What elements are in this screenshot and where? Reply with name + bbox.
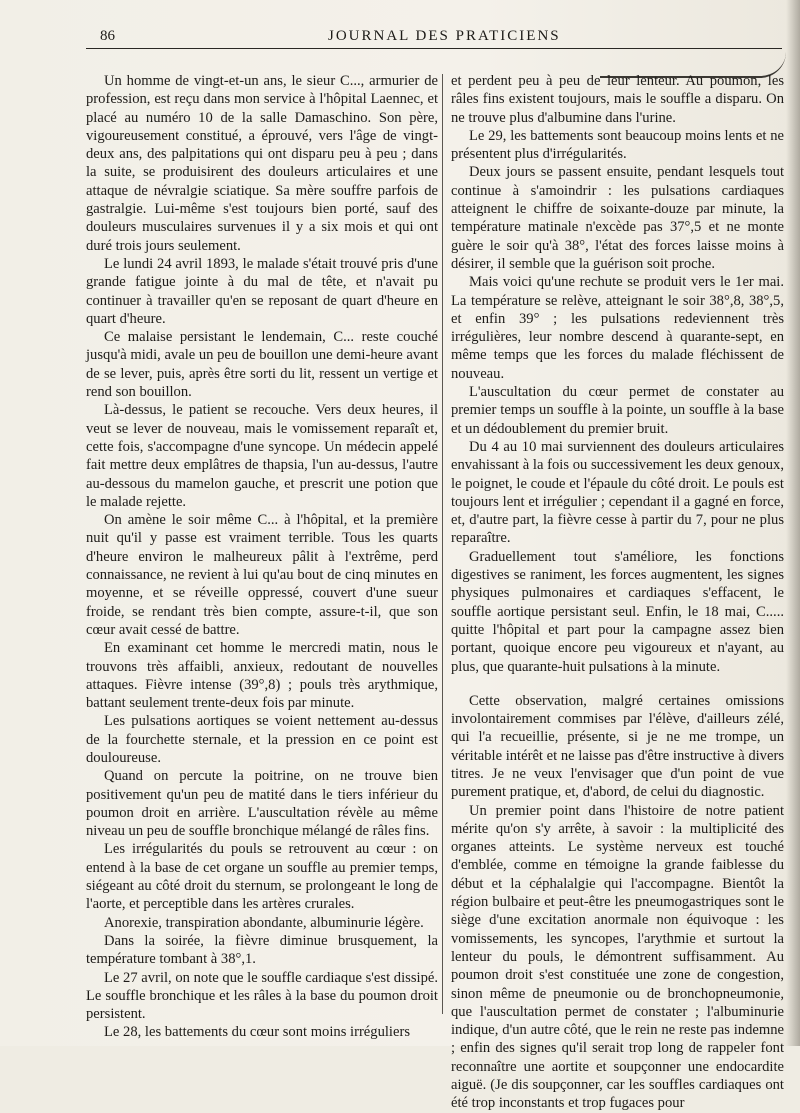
paragraph: Dans la soirée, la fièvre diminue brusquement, la température tombant à 38°,1. [86,932,438,968]
paragraph: Mais voici qu'une rechute se produit vers le 1er mai. La température se relève, atteignant le soir 38°,8, 38°,5, et enfin 39° ; les pulsations redeviennent très irrégulières, leur nombre descend à quarante-sept, en même temps que les forces du malade fléchissent de nouveau. [451,274,784,382]
paragraph: On amène le soir même C... à l'hôpital, et la première nuit qu'il y passe est vraiment terrible. Tous les quarts d'heure environ le malheureux pâlit à l'extrême, perd connaissance, ne revient à lui qu'au bout de cinq minutes en moyenne, et se réveille oppressé, couvert d'une sueur froide, se rendant très bien compte, assure-t-il, que son cœur avait cessé de battre. [86,512,438,638]
column-divider [442,74,443,1014]
header-rule [86,48,782,49]
paragraph: Le 28, les battements du cœur sont moins irréguliers [104,1024,410,1041]
paragraph: et perdent peu à peu de leur lenteur. Au poumon, les râles fins existent toujours, mais le souffle a disparu. On ne trouve plus d'albumine dans l'urine. [451,73,784,126]
paragraph: Un homme de vingt-et-un ans, le sieur C..., armurier de profession, est reçu dans mon service à l'hôpital Laennec, et placé au numéro 10 de la salle Damaschino. Son père, vigoureusement constitué, a éprouvé, vers l'âge de vingt-deux ans, des palpitations qui ont disparu peu à peu ; dans la suite, se produisirent des douleurs articulaires et une attaque de névralgie sciatique. Sa mère souffre parfois de gastralgie. Lui-même s'est toujours bien porté, sauf des douleurs musculaires survenues il y a six mois et qui ont duré trois jours seulement. [86,73,438,254]
paragraph: Les irrégularités du pouls se retrouvent au cœur : on entend à la base de cet organe un souffle au premier temps, siégeant au côté droit du sternum, se prolongeant le long de l'aorte, et perceptible dans les artères crurales. [86,841,438,913]
paragraph: Du 4 au 10 mai surviennent des douleurs articulaires envahissant à la fois ou successivement les deux genoux, le poignet, le coude et l'épaule du côté droit. Le pouls est toujours lent et irrégulier ; cependant il a gagné en force, et, d'autre part, la fièvre cesse à partir du 7, pour ne plus reparaître. [451,438,784,547]
paragraph: Deux jours se passent ensuite, pendant lesquels tout continue à s'amoindrir : les pulsations cardiaques atteignent le chiffre de soixante-douze par minute, la température matinale n'excède pas 37°,5 et ne monte guère le soir qu'à 38°, l'état des forces laisse moins à désirer, il semble que la guérison soit proche. [451,164,784,272]
paragraph: Un premier point dans l'histoire de notre patient mérite qu'on s'y arrête, à savoir : la multiplicité des organes atteints. Le système nerveux est touché d'emblée, comme en témoigne la grande faiblesse du début et la céphalalgie qui l'accompagne. Bientôt la région bulbaire et peut-être les pneumogastriques sont le siège d'une excitation anormale non équivoque : les vomissements, les syncopes, l'arythmie et surtout la lenteur du pouls, le démontrent suffisamment. Au poumon droit s'est constituée une zone de congestion, sinon même de pneumonie ou de bronchopneumonie, que l'auscultation permet de constater ; l'albuminurie indique, d'un autre côté, que le rein ne reste pas indemne ; enfin des signes qu'il serait trop long de rappeler font reconnaître une aortite et soupçonner une endocardite aiguë. (Je dis soupçonner, car les souffles cardiaques ont été trop inconstants et trop fugaces pour [451,802,784,1112]
paragraph: Le 29, les battements sont beaucoup moins lents et ne présentent plus d'irrégularités. [451,127,784,163]
paragraph: Le 27 avril, on note que le souffle cardiaque s'est dissipé. Le souffle bronchique et les râles à la base du poumon droit persistent. [86,969,438,1023]
paragraph: Les pulsations aortiques se voient nettement au-dessus de la fourchette sternale, et la pression en ce point est douloureuse. [86,713,438,766]
running-title: JOURNAL DES PRATICIENS [328,28,561,44]
page-edge-shadow [786,0,800,1046]
paragraph: Graduellement tout s'améliore, les fonctions digestives se raniment, les forces augmentent, les signes physiques pulmonaires et cardiaques s'effacent, le souffle aortique persistant seul. Enfin, le 18 mai, C..... quitte l'hôpital et part pour la campagne assez bien portant, quoique encore peu vigoureux et n'ayant, au plus, que quarante-huit pulsations à la minute. [451,548,784,675]
paragraph: Quand on percute la poitrine, on ne trouve bien positivement qu'un peu de matité dans le tiers inférieur du poumon droit en arrière. L'auscultation révèle au même niveau un peu de souffle bronchique mélangé de râles fins. [86,768,438,840]
paragraph: En examinant cet homme le mercredi matin, nous le trouvons très affaibli, anxieux, redoutant de nouvelles attaques. Fièvre intense (39°,8) ; pouls très arythmique, battant seulement trente-deux fois par minute. [86,640,438,712]
paragraph: Cette observation, malgré certaines omissions involontairement commises par l'élève, d'ailleurs zélé, qui l'a recueillie, présente, si je ne me trompe, un véritable intérêt et ne laisse pas d'être instructive à divers titres. Je ne veux l'envisager que d'un point de vue purement pratique, et, d'abord, de celui du diagnostic. [451,692,784,801]
paragraph: Le lundi 24 avril 1893, le malade s'était trouvé pris d'une grande fatigue jointe à du mal de tête, et n'avait pu continuer à travailler qu'en se reposant de quart d'heure en quart d'heure. [86,255,438,327]
page-header [86,28,782,54]
paragraph: L'auscultation du cœur permet de constater au premier temps un souffle à la pointe, un souffle à la base et un dédoublement du premier bruit. [451,384,784,437]
paragraph: Anorexie, transpiration abondante, albuminurie légère. [104,914,424,931]
right-column [451,72,784,1112]
paragraph: Là-dessus, le patient se recouche. Vers deux heures, il veut se lever de nouveau, mais le vomissement reparaît et, cette fois, s'accompagne d'une syncope. Un médecin appelé fait mettre deux emplâtres de thapsia, l'un au-dessus, l'autre au-dessous du mamelon gauche, et prescrit une potion que le malade rejette. [86,402,438,510]
left-column [86,72,438,1042]
page-number: 86 [100,28,115,44]
paragraph: Ce malaise persistant le lendemain, C... reste couché jusqu'à midi, avale un peu de bouillon une demi-heure avant de se lever, puis, après être sorti du lit, ressent un vertige et rend son bouillon. [86,329,438,401]
